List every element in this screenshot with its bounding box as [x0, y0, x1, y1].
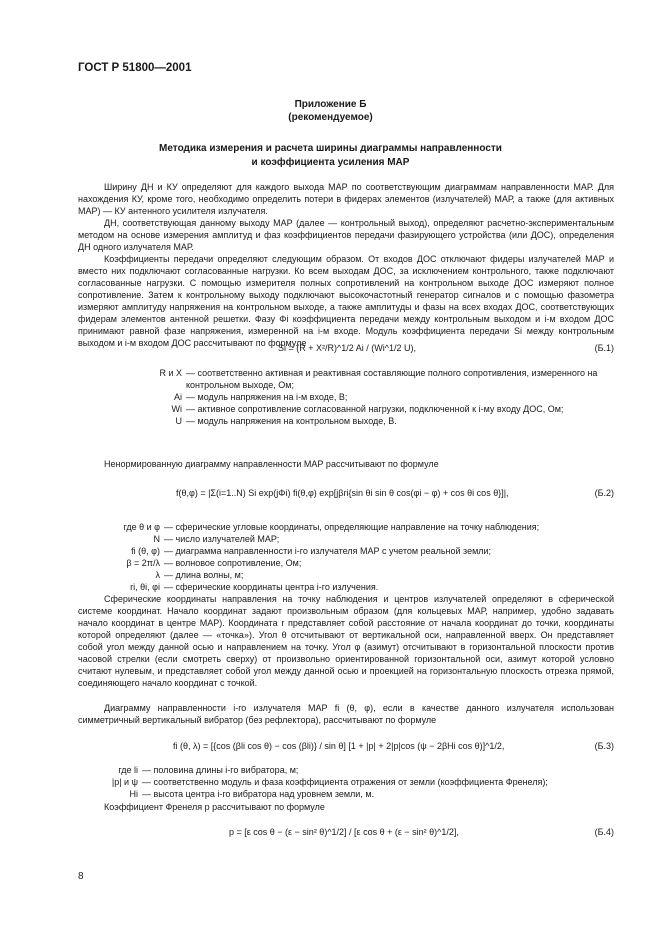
definition-row — [78, 776, 618, 788]
definition-symbol: Ai — [173, 392, 182, 402]
definition-symbol: fi (θ, φ) — [131, 546, 160, 556]
formula-b4-number: (Б.4) — [594, 827, 614, 837]
definition-text: — диаграмма направленности i-го излучателя МАР с учетом реальной земли; — [164, 546, 492, 556]
paragraph-4: Ненормированную диаграмму направленности МАР рассчитывают по формуле — [104, 459, 439, 469]
definition-text: — активное сопротивление согласованной нагрузки, подключенной к i-му входу ДОС, Ом; — [186, 404, 564, 414]
definition-text: — высота центра i-го вибратора над уровнем земли, м. — [142, 789, 375, 799]
definition-symbol: β = 2π/λ — [126, 558, 160, 568]
paragraph-3: Коэффициенты передачи определяют следующим образом. От входов ДОС отключают фидеры излучателей МАР и вместо них подключают согласованные нагрузки. Ко всем выходам ДОС, за исключением контрольного, также подключают согласованные нагрузки. С помощью измерителя полных сопротивлений на контрольном выходе ДОС измеряют полное сопротивление. Затем к контрольному выходу подключают высокочастотный генератор сигналов и с помощью фазометра измеряют амплитуду напряжения на контрольном выходе, а также амплитуды и фазы на всех входах ДОС, соответствующих фидерам элементов антенной решетки. Фазу Φi коэффициента передачи между контрольным выходом и i-м входом ДОС принимают равной фазе напряжения, измеренной на i-м входе. Модуль коэффициента передачи Si между контрольным выходом и i-м входом ДОС рассчитывают по формуле — [78, 254, 614, 348]
paragraph-1: Ширину ДН и КУ определяют для каждого выхода МАР по соответствующим диаграммам направленности МАР. Для нахождения КУ, кроме того, необходимо определить потери в фидерах элементов (излучателей) МАР, а также (для активных МАР) — КУ антенного усилителя излучателя. — [78, 182, 614, 216]
standard-header: ГОСТ Р 51800—2001 — [78, 62, 192, 74]
definition-text: — сферические координаты центра i-го излучения. — [164, 582, 379, 592]
definition-text: — длина волны, м; — [164, 570, 244, 580]
formula-b1: Si = (R + X²/R)^1/2 Ai / (Wi^1/2 U), — [278, 343, 416, 353]
definition-text: — число излучателей МАР; — [164, 534, 280, 544]
definition-row — [78, 764, 618, 776]
definitions-b2 — [78, 521, 618, 593]
definition-symbol: где θ и φ — [123, 522, 160, 532]
definition-text: — сферические угловые координаты, определяющие направление на точку наблюдения; — [164, 522, 540, 532]
definition-row — [78, 788, 618, 800]
definition-symbol: |p| и ψ — [111, 777, 138, 787]
definition-symbol: λ — [155, 570, 160, 580]
formula-b1-number: (Б.1) — [594, 343, 614, 353]
formula-b4: p = [ε cos θ − (ε − sin² θ)^1/2] / [ε cos θ + (ε − sin² θ)^1/2], — [229, 827, 459, 837]
paragraph-7: Коэффициент Френеля p рассчитывают по формуле — [104, 802, 325, 812]
definition-row — [78, 581, 618, 593]
page-number: 8 — [78, 871, 84, 882]
definition-text: — модуль напряжения на i-м входе, В; — [186, 392, 348, 402]
definition-row — [78, 391, 618, 403]
formula-b3: fi (θ, λ) = [{cos (βli cos θ) − cos (βli)} / sin θ] [1 + |p| + 2|p|cos (ψ − 2βHi cos θ)]^1/2, — [173, 741, 505, 751]
definition-symbol: Hi — [129, 789, 138, 799]
title-line-2: и коэффициента усиления МАР — [251, 157, 410, 168]
definition-symbol: N — [153, 534, 160, 544]
definition-symbol: где li — [118, 765, 138, 775]
appendix-status: (рекомендуемое) — [288, 112, 373, 123]
appendix-label: Приложение Б — [294, 99, 367, 110]
paragraph-6: Диаграмму направленности i-го излучателя МАР fi (θ, φ), если в качестве данного излучателя использован симметричный вертикальный вибратор (без рефлектора), рассчитывают по формуле — [78, 703, 614, 725]
definition-row — [78, 557, 618, 569]
definition-text: — волновое сопротивление, Ом; — [164, 558, 302, 568]
formula-b2: f(θ,φ) = |Σ(i=1..N) Si exp(jΦi) fi(θ,φ) exp[jβri{sin θi sin θ cos(φi − φ) + cos θi cos θ}]|, — [176, 488, 509, 498]
definition-text: — половина длины i-го вибратора, м; — [142, 765, 299, 775]
definition-row — [78, 569, 618, 581]
formula-b2-number: (Б.2) — [594, 488, 614, 498]
formula-b3-number: (Б.3) — [594, 741, 614, 751]
definition-row — [78, 415, 618, 427]
definition-row — [78, 403, 618, 415]
definition-symbol: R и X — [159, 368, 182, 378]
definitions-b3 — [78, 764, 618, 800]
title-line-1: Методика измерения и расчета ширины диаграммы направленности — [159, 143, 502, 154]
definition-text: — соответственно активная и реактивная составляющие полного сопротивления, измеренного на контрольном выходе, Ом; — [186, 368, 598, 390]
definition-symbol: ri, θi, φi — [130, 582, 160, 592]
definition-text: — модуль напряжения на контрольном выходе, В. — [186, 416, 397, 426]
paragraph-5: Сферические координаты направления на точку наблюдения и центров излучателей определяют в сферической системе координат. Начало координат задают произвольным образом (для кольцевых МАР, например, удобно задавать начало координат в центре МАР). Координата r представляет собой расстояние от начала координат до точки, координаты которой определяют (далее — «точка»). Угол θ отсчитывают от вертикальной оси, направленной вверх. Он представляет собой угол между данной осью и направлением на точку. Угол φ (азимут) отсчитывают в горизонтальной плоскости против часовой стрелки (если смотреть сверху) от произвольно ориентированной горизонтальной оси, азимут которой условно считают нулевым, и представляет собой угол между данной осью и проекцией на горизонтальную плоскость отрезка прямой, соединяющего начало координат с точкой. — [78, 594, 614, 688]
paragraph-2: ДН, соответствующая данному выходу МАР (далее — контрольный выход), определяют расчетно-экспериментальным методом на основе измерения амплитуд и фаз коэффициентов передачи фазирующего устройства (или ДОС), определения ДН одного излучателя МАР. — [78, 218, 614, 252]
definitions-b1 — [78, 367, 618, 427]
definition-symbol: U — [175, 416, 182, 426]
definition-row — [78, 367, 618, 391]
definition-symbol: Wi — [171, 404, 182, 414]
definition-row — [78, 545, 618, 557]
definition-text: — соответственно модуль и фаза коэффициента отражения от земли (коэффициента Френеля); — [142, 777, 548, 787]
definition-row — [78, 533, 618, 545]
definition-row — [78, 521, 618, 533]
